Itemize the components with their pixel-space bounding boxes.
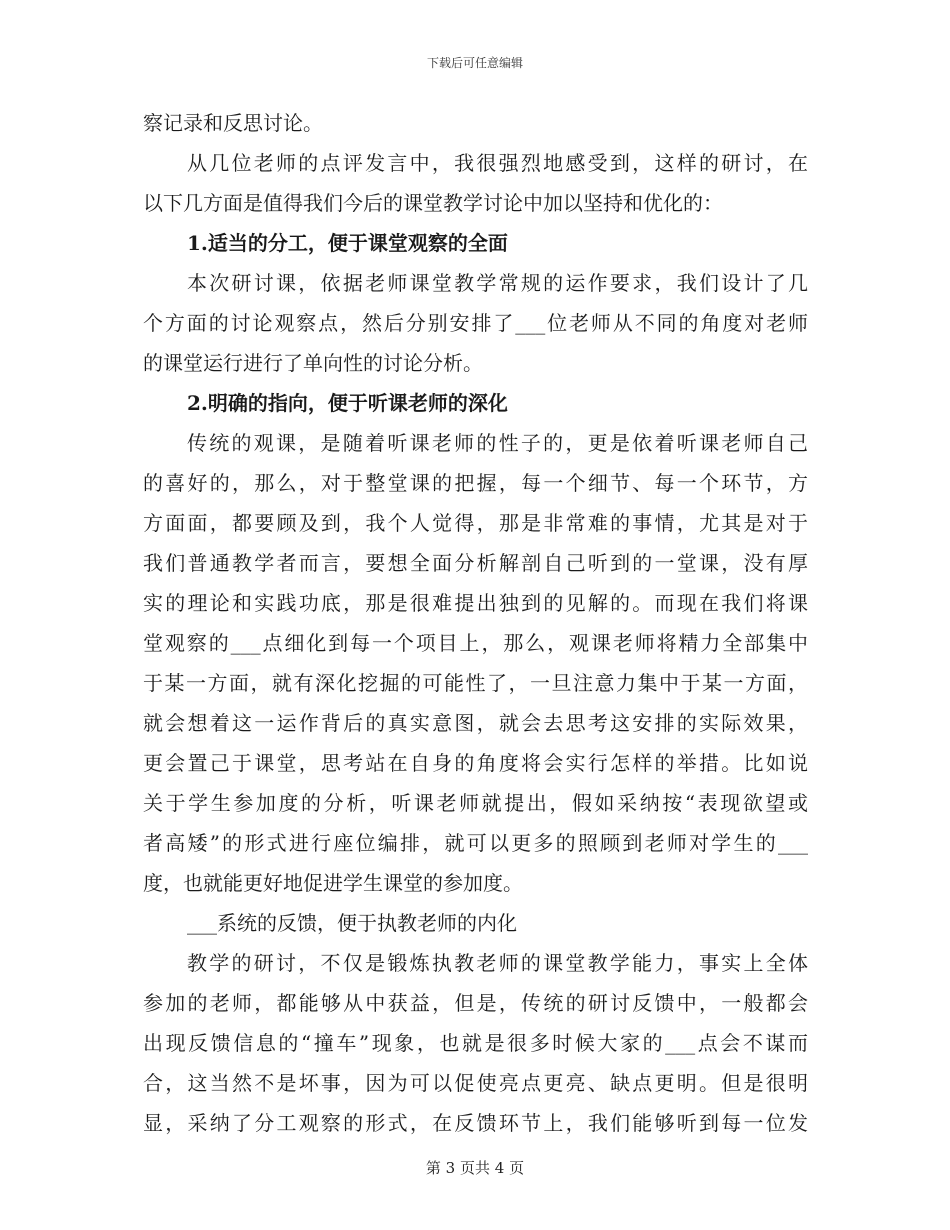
paragraph-line: 于某一方面，就有深化挖掘的可能性了，一旦注意力集中于某一方面，	[143, 671, 808, 695]
paragraph-line: 从几位老师的点评发言中，我很强烈地感受到，这样的研讨，在	[187, 151, 808, 175]
paragraph-line: 教学的研讨，不仅是锻炼执教老师的课堂教学能力，事实上全体	[187, 951, 808, 975]
paragraph-line: 参加的老师，都能够从中获益，但是，传统的研讨反馈中，一般都会	[143, 991, 808, 1015]
document-body	[143, 103, 808, 1143]
paragraph-line: 显，采纳了分工观察的形式，在反馈环节上，我们能够听到每一位发	[143, 1111, 808, 1135]
page-footer: 第 3 页共 4 页	[425, 1159, 525, 1177]
paragraph-line: 个方面的讨论观察点，然后分别安排了___位老师从不同的角度对老师	[143, 311, 808, 335]
paragraph-line: 度，也就能更好地促进学生课堂的参加度。	[143, 871, 523, 895]
paragraph-line: 察记录和反思讨论。	[143, 111, 323, 135]
paragraph-line: 堂观察的___点细化到每一个项目上，那么，观课老师将精力全部集中	[143, 631, 808, 655]
paragraph-line: 传统的观课，是随着听课老师的性子的，更是依着听课老师自己	[187, 431, 808, 455]
paragraph-line: 关于学生参加度的分析，听课老师就提出，假如采纳按“表现欲望或	[143, 791, 808, 815]
paragraph-line: 以下几方面是值得我们今后的课堂教学讨论中加以坚持和优化的：	[143, 191, 723, 215]
page-header: 下载后可任意编辑	[426, 56, 523, 70]
paragraph-line: 的课堂运行进行了单向性的讨论分析。	[143, 351, 483, 375]
paragraph-line: 就会想着这一运作背后的真实意图，就会去思考这安排的实际效果，	[143, 711, 808, 735]
paragraph-line: 的喜好的，那么，对于整堂课的把握，每一个细节、每一个环节，方	[143, 471, 808, 495]
section-heading-3: ___系统的反馈，便于执教老师的内化	[187, 911, 517, 935]
paragraph-line: 合，这当然不是坏事，因为可以促使亮点更亮、缺点更明。但是很明	[143, 1071, 808, 1095]
paragraph-line: 我们普通教学者而言，要想全面分析解剖自己听到的一堂课，没有厚	[143, 551, 808, 575]
paragraph-line: 实的理论和实践功底，那是很难提出独到的见解的。而现在我们将课	[143, 591, 808, 615]
paragraph-line: 方面面，都要顾及到，我个人觉得，那是非常难的事情，尤其是对于	[143, 511, 808, 535]
paragraph-line: 者高矮”的形式进行座位编排，就可以更多的照顾到老师对学生的___	[143, 831, 808, 855]
section-heading-2: 2.明确的指向，便于听课老师的深化	[187, 391, 508, 415]
section-heading-1: 1.适当的分工，便于课堂观察的全面	[187, 231, 508, 255]
paragraph-line: 更会置己于课堂，思考站在自身的角度将会实行怎样的举措。比如说	[143, 751, 808, 775]
paragraph-line: 出现反馈信息的“撞车”现象，也就是很多时候大家的___点会不谋而	[143, 1031, 808, 1055]
paragraph-line: 本次研讨课，依据老师课堂教学常规的运作要求，我们设计了几	[187, 271, 808, 295]
